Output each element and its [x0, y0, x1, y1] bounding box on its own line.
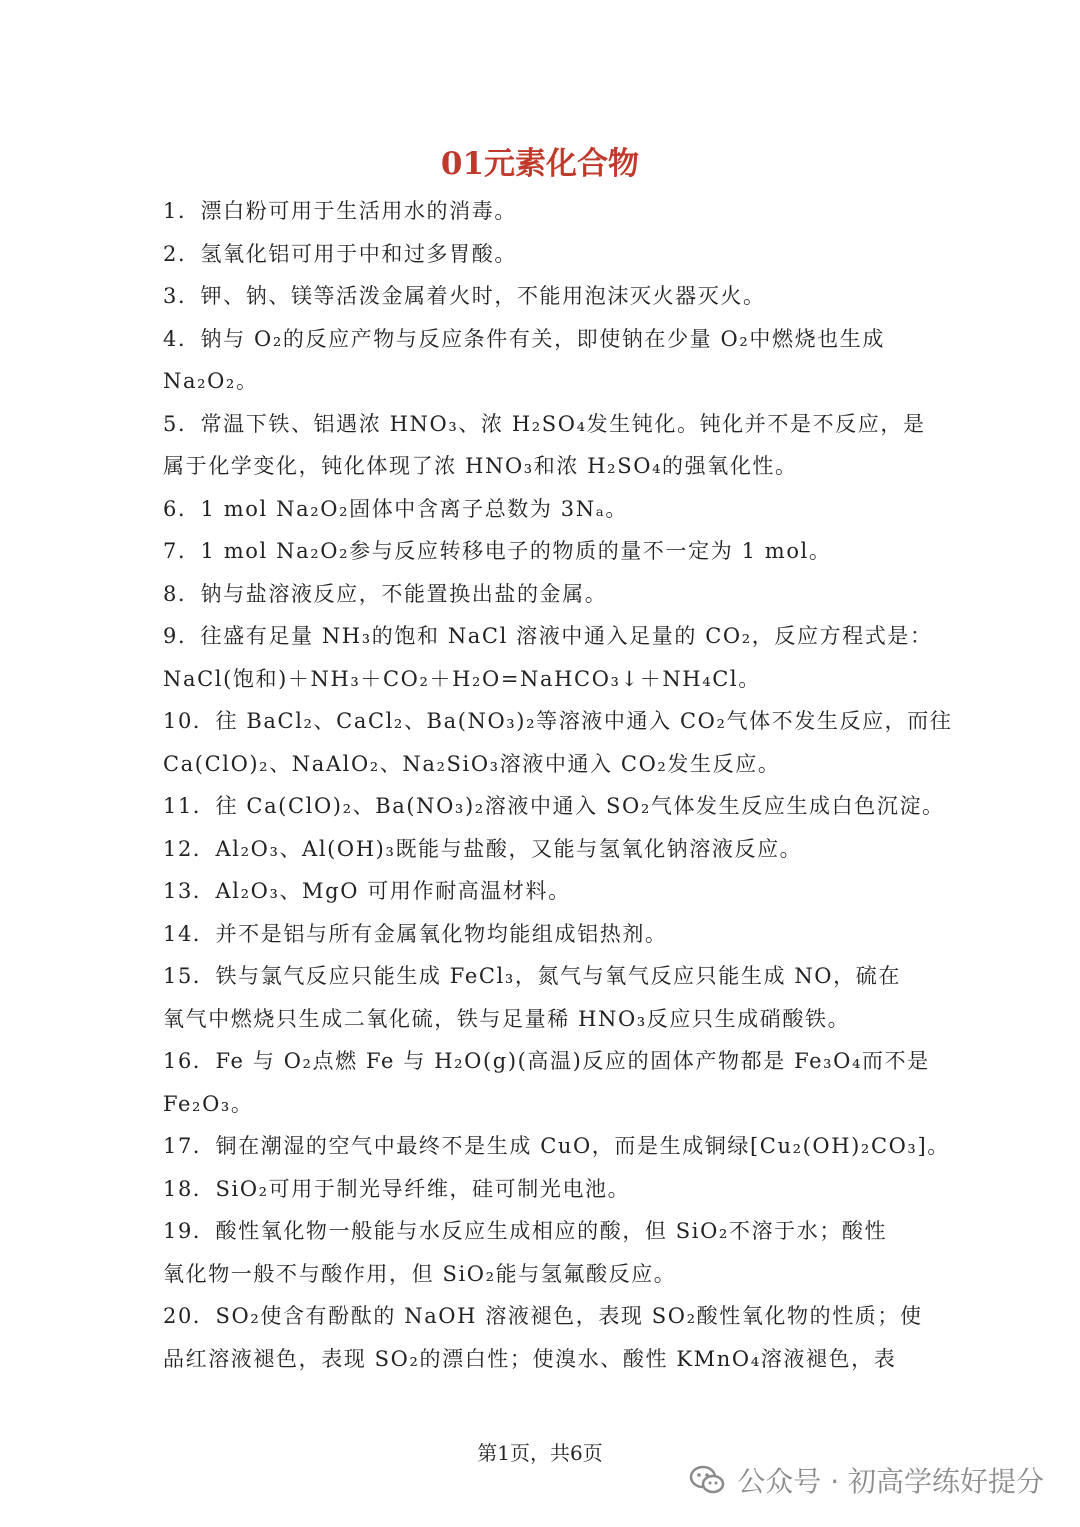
- document-body: [163, 190, 953, 1380]
- text-line: 9．往盛有足量 NH₃的饱和 NaCl 溶液中通入足量的 CO₂，反应方程式是：: [163, 624, 933, 648]
- text-line: 10．往 BaCl₂、CaCl₂、Ba(NO₃)₂等溶液中通入 CO₂气体不发生反应，而往: [163, 709, 953, 733]
- text-line: 6．1 mol Na₂O₂固体中含离子总数为 3Nₐ。: [163, 496, 629, 521]
- text-line: 16．Fe 与 O₂点燃 Fe 与 H₂O(g)(高温)反应的固体产物都是 Fe₃O₄而不是: [163, 1049, 930, 1073]
- text-line: Na₂O₂。: [163, 369, 259, 393]
- text-line: 12．Al₂O₃、Al(OH)₃既能与盐酸，又能与氢氧化钠溶液反应。: [163, 836, 803, 861]
- page-number: 第1页，共6页: [477, 1441, 603, 1465]
- text-line: 19．酸性氧化物一般能与水反应生成相应的酸，但 SiO₂不溶于水；酸性: [163, 1219, 888, 1243]
- text-line: 20．SO₂使含有酚酞的 NaOH 溶液褪色，表现 SO₂酸性氧化物的性质；使: [163, 1304, 923, 1328]
- text-line: 3．钾、钠、镁等活泼金属着火时，不能用泡沫灭火器灭火。: [163, 284, 766, 308]
- text-line: 2．氢氧化铝可用于中和过多胃酸。: [163, 241, 517, 266]
- watermark-text: 公众号 · 初高学练好提分: [737, 1465, 1044, 1498]
- text-line: 4．钠与 O₂的反应产物与反应条件有关，即使钠在少量 O₂中燃烧也生成: [163, 326, 885, 351]
- text-line: 7．1 mol Na₂O₂参与反应转移电子的物质的量不一定为 1 mol。: [163, 539, 832, 563]
- text-line: 属于化学变化，钝化体现了浓 HNO₃和浓 H₂SO₄的强氧化性。: [163, 454, 798, 478]
- text-line: 13．Al₂O₃、MgO 可用作耐高温材料。: [163, 879, 571, 903]
- text-line: 8．钠与盐溶液反应，不能置换出盐的金属。: [163, 581, 608, 606]
- text-line: 5．常温下铁、铝遇浓 HNO₃、浓 H₂SO₄发生钝化。钝化并不是不反应，是: [163, 411, 926, 436]
- text-line: 14．并不是铝与所有金属氧化物均能组成铝热剂。: [163, 921, 668, 946]
- text-line: Fe₂O₃。: [163, 1091, 254, 1116]
- text-line: 15．铁与氯气反应只能生成 FeCl₃，氮气与氧气反应只能生成 NO，硫在: [163, 964, 901, 988]
- text-line: 氧化物一般不与酸作用，但 SiO₂能与氢氟酸反应。: [163, 1261, 677, 1286]
- watermark: [687, 1460, 1044, 1500]
- text-line: Ca(ClO)₂、NaAlO₂、Na₂SiO₃溶液中通入 CO₂发生反应。: [163, 751, 781, 776]
- text-line: 1．漂白粉可用于生活用水的消毒。: [163, 199, 517, 223]
- text-line: 17．铜在潮湿的空气中最终不是生成 CuO，而是生成铜绿[Cu₂(OH)₂CO₃]。: [163, 1134, 950, 1158]
- text-line: 品红溶液褪色，表现 SO₂的漂白性；使溴水、酸性 KMnO₄溶液褪色，表: [163, 1346, 897, 1371]
- wechat-icon: [687, 1460, 727, 1500]
- text-line: 18．SiO₂可用于制光导纤维，硅可制光电池。: [163, 1176, 631, 1201]
- text-line: 氧气中燃烧只生成二氧化硫，铁与足量稀 HNO₃反应只生成硝酸铁。: [163, 1006, 851, 1031]
- page-title: 01元素化合物: [440, 146, 640, 182]
- text-line: NaCl(饱和)＋NH₃＋CO₂＋H₂O=NaHCO₃↓＋NH₄Cl。: [163, 666, 761, 691]
- text-line: 11．往 Ca(ClO)₂、Ba(NO₃)₂溶液中通入 SO₂气体发生反应生成白色沉淀。: [163, 794, 945, 818]
